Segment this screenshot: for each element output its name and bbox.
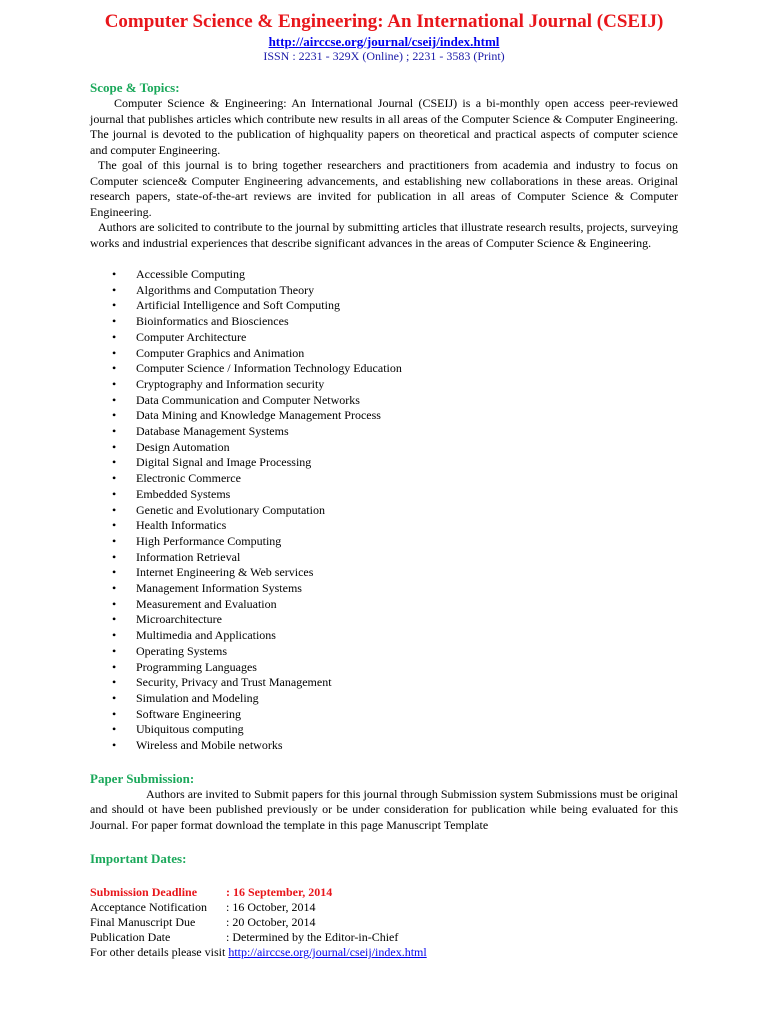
date-row-final-manuscript — [90, 915, 398, 930]
topic-label: Genetic and Evolutionary Computation — [136, 502, 325, 517]
topic-item — [112, 550, 678, 566]
topic-label: Bioinformatics and Biosciences — [136, 314, 289, 329]
topic-item — [112, 424, 678, 440]
bullet-icon: • — [112, 361, 117, 376]
topic-item — [112, 581, 678, 597]
other-details-line — [90, 945, 678, 960]
topic-label: Management Information Systems — [136, 581, 302, 596]
topic-item — [112, 361, 678, 377]
topic-label: Software Engineering — [136, 706, 241, 721]
bullet-icon: • — [112, 345, 117, 360]
scope-paragraph-2: The goal of this journal is to bring together researchers and practitioners from academia and industry to focus on Computer science& Computer Engineering advancements, and establishing new collaborations in these areas. Original research papers, state-of-the-art reviews are invited for publication in all areas of Computer Science & Computer Engineering. — [90, 158, 678, 219]
bullet-icon: • — [112, 659, 117, 674]
topic-item — [112, 440, 678, 456]
topic-item — [112, 314, 678, 330]
topic-label: Operating Systems — [136, 643, 227, 658]
topic-label: Computer Graphics and Animation — [136, 345, 305, 360]
dates-heading: Important Dates: — [90, 851, 187, 867]
topic-label: Computer Architecture — [136, 329, 247, 344]
scope-heading: Scope & Topics: — [90, 80, 180, 95]
details-prefix: For other details please visit — [90, 945, 226, 960]
topic-label: Internet Engineering & Web services — [136, 565, 314, 580]
topic-item — [112, 471, 678, 487]
bullet-icon: • — [112, 282, 117, 297]
topic-label: Accessible Computing — [136, 267, 245, 281]
date-row-publication-date — [90, 930, 398, 945]
topic-label: Simulation and Modeling — [136, 690, 259, 705]
submission-heading: Paper Submission: — [90, 770, 195, 786]
topic-item — [112, 518, 678, 534]
date-label: Final Manuscript Due — [90, 915, 196, 930]
bullet-icon: • — [112, 455, 117, 470]
bullet-icon: • — [112, 329, 117, 344]
bullet-icon: • — [112, 314, 117, 329]
details-url-link[interactable]: http://airccse.org/journal/cseij/index.html — [228, 945, 427, 960]
topic-item — [112, 503, 678, 519]
date-value: : 16 October, 2014 — [226, 900, 316, 915]
topic-item — [112, 628, 678, 644]
topic-label: Security, Privacy and Trust Management — [136, 675, 332, 690]
topic-item — [112, 738, 678, 754]
topic-item — [112, 487, 678, 503]
bullet-icon: • — [112, 675, 117, 690]
topic-item — [112, 408, 678, 424]
topic-label: Database Management Systems — [136, 424, 289, 439]
topic-label: Measurement and Evaluation — [136, 596, 277, 611]
bullet-icon: • — [112, 439, 117, 454]
bullet-icon: • — [112, 628, 117, 643]
bullet-icon: • — [112, 706, 117, 721]
scope-paragraph-1: Computer Science & Engineering: An International Journal (CSEIJ) is a bi-monthly open access peer-reviewed journal that publishes articles which contribute new results in all areas of the Computer Science & Computer Engineering. The journal is devoted to the publication of highquality papers on theoretical and practical aspects of computer science and computer Engineering. — [90, 96, 678, 157]
topic-label: High Performance Computing — [136, 533, 282, 548]
date-row-acceptance-notification — [90, 900, 398, 915]
topic-label: Design Automation — [136, 439, 230, 454]
scope-paragraph-3: Authors are solicited to contribute to the journal by submitting articles that illustrate research results, projects, surveying works and industrial experiences that describe significant advances in the areas of Computer Science & Engineering. — [90, 220, 678, 250]
topic-label: Algorithms and Computation Theory — [136, 282, 315, 297]
date-value: : 16 September, 2014 — [226, 885, 333, 900]
topic-label: Health Informatics — [136, 518, 227, 533]
topic-item — [112, 691, 678, 707]
bullet-icon: • — [112, 502, 117, 517]
topic-label: Microarchitecture — [136, 612, 222, 627]
bullet-icon: • — [112, 643, 117, 658]
topic-item — [112, 455, 678, 471]
bullet-icon: • — [112, 549, 117, 564]
topics-list — [90, 267, 678, 754]
dates-table — [90, 885, 398, 945]
topic-label: Artificial Intelligence and Soft Computing — [136, 298, 340, 313]
topic-item — [112, 330, 678, 346]
bullet-icon: • — [112, 408, 117, 423]
topic-item — [112, 644, 678, 660]
topic-item — [112, 612, 678, 628]
date-row-submission-deadline — [90, 885, 398, 900]
journal-title: Computer Science & Engineering: An International Journal (CSEIJ) — [104, 11, 664, 32]
bullet-icon: • — [112, 471, 117, 486]
topic-item — [112, 597, 678, 613]
bullet-icon: • — [112, 298, 117, 313]
topic-item — [112, 377, 678, 393]
date-label: Publication Date — [90, 930, 171, 945]
topic-item — [112, 267, 678, 283]
bullet-icon: • — [112, 581, 117, 596]
bullet-icon: • — [112, 722, 117, 737]
bullet-icon: • — [112, 596, 117, 611]
topic-label: Information Retrieval — [136, 549, 241, 564]
date-value: : 20 October, 2014 — [226, 915, 316, 930]
topic-label: Data Mining and Knowledge Management Process — [136, 408, 381, 423]
bullet-icon: • — [112, 486, 117, 501]
topic-item — [112, 534, 678, 550]
date-label: Submission Deadline — [90, 885, 198, 900]
topic-label: Electronic Commerce — [136, 471, 241, 486]
bullet-icon: • — [112, 392, 117, 407]
topic-item — [112, 722, 678, 738]
topic-label: Embedded Systems — [136, 486, 231, 501]
bullet-icon: • — [112, 738, 117, 753]
topic-label: Digital Signal and Image Processing — [136, 455, 312, 470]
topic-label: Wireless and Mobile networks — [136, 738, 283, 753]
topic-item — [112, 393, 678, 409]
topic-item — [112, 707, 678, 723]
topic-label: Computer Science / Information Technology Education — [136, 361, 402, 376]
bullet-icon: • — [112, 424, 117, 439]
topic-item — [112, 346, 678, 362]
date-value: : Determined by the Editor-in-Chief — [226, 930, 399, 945]
topic-label: Cryptography and Information security — [136, 376, 325, 391]
bullet-icon: • — [112, 612, 117, 627]
topic-label: Ubiquitous computing — [136, 722, 244, 737]
topic-label: Programming Languages — [136, 659, 257, 674]
bullet-icon: • — [112, 565, 117, 580]
bullet-icon: • — [112, 518, 117, 533]
date-label: Acceptance Notification — [90, 900, 207, 915]
topic-item — [112, 283, 678, 299]
journal-url-link[interactable]: http://airccse.org/journal/cseij/index.html — [268, 34, 500, 49]
topic-label: Multimedia and Applications — [136, 628, 276, 643]
topic-item — [112, 298, 678, 314]
bullet-icon: • — [112, 690, 117, 705]
bullet-icon: • — [112, 376, 117, 391]
topic-item — [112, 565, 678, 581]
topic-item — [112, 660, 678, 676]
topic-item — [112, 675, 678, 691]
issn-line: ISSN : 2231 - 329X (Online) ; 2231 - 3583 (Print) — [263, 49, 505, 63]
bullet-icon: • — [112, 533, 117, 548]
topic-label: Data Communication and Computer Networks — [136, 392, 360, 407]
submission-paragraph: Authors are invited to Submit papers for this journal through Submission system Submissions must be original and should ot have been published previously or be under consideration for publication while being evaluated for this Journal. For paper format download the template in this page Manuscript Template — [90, 786, 678, 832]
bullet-icon: • — [112, 267, 117, 281]
